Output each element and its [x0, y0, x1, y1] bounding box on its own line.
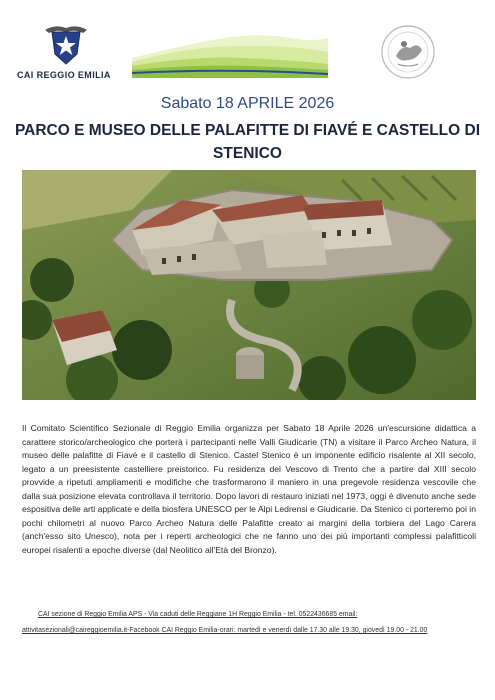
castle-aerial-photo: [22, 170, 476, 400]
footer-address[interactable]: CAI sezione di Reggio Emilia APS - Via caduti delle Reggiane 1H Reggio Emilia - tel. 0522436685 email:: [38, 611, 358, 618]
cai-logo-icon: [43, 22, 89, 66]
landscape-illustration: [132, 18, 328, 78]
org-name: CAI REGGIO EMILIA: [17, 70, 111, 80]
event-date: Sabato 18 APRILE 2026: [160, 95, 335, 112]
footer-contacts[interactable]: attivitasezionali@caireggioemilia.it-Facebook CAI Reggio Emilia-orari: martedì e venerdì dalle 17.30 alle 19.30, giovedì 19.00 - 21.00: [22, 627, 428, 634]
event-title: PARCO E MUSEO DELLE PALAFITTE DI FIAVÉ E CASTELLO DI STENICO: [14, 122, 480, 162]
event-description: Il Comitato Scientifico Sezionale di Reggio Emilia organizza per Sabato 18 Aprile 2026 un'escursione didattica a carattere storico/archeologico che porterà i partecipanti nelle Valli Giudicarie (TN) a visitare il Parco Archeo Natura, il museo delle palafitte di Fiavè e il castello di Stenico. Castel Stenico è un imponente edificio risalente al XII secolo, legato a un preesistente castelliere preistorico. Fu residenza del Vescovo di Trento che a partire dal XIII secolo provvide a ripetuti ampliamenti e modifiche che trasformarono il maniero in una pregevole residenza vescovile che dalla sua posizione elevata controllava il territorio. Dopo lavori di restauro iniziati nel 1973, oggi è divenuto anche sede espositiva delle arti applicate e della biosfera UNESCO per le Alpi Ledrensi e Giudicarie. Da Stenico ci porteremo poi in pochi chilometri al nuovo Parco Archeo Natura delle Palafitte creato ai margini della torbiera del Lago Carera (anch'esso sito Unesco), nota per i reperti archeologici che ne fanno uno dei più importanti complessi palafitticoli europei risalenti a epoche diverse (dal Neolitico all'Età del Bronzo).: [22, 423, 476, 555]
comitato-scientifico-seal-icon: [380, 24, 436, 80]
